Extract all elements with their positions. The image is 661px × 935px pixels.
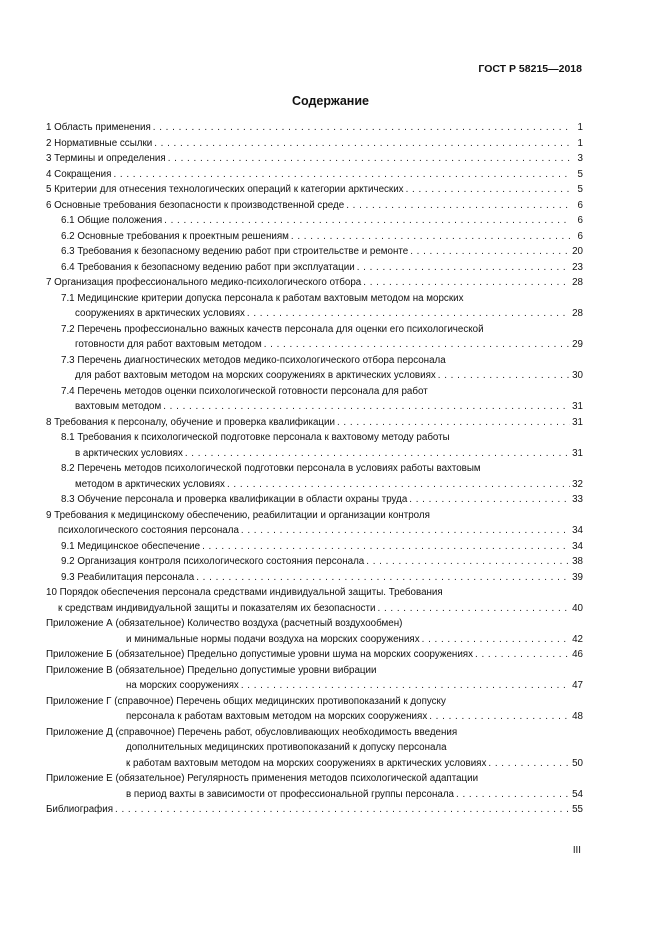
- toc-entry[interactable]: [46, 120, 583, 136]
- toc-entry-text: 9.3 Реабилитация персонала: [61, 571, 195, 583]
- toc-entry[interactable]: [46, 539, 583, 555]
- dot-leader: [153, 120, 571, 130]
- toc-entry-text: в период вахты в зависимости от профессиональной группы персонала: [126, 788, 455, 800]
- dot-leader: [247, 306, 570, 316]
- toc-entry-text: Приложение Б (обязательное) Предельно допустимые уровни шума на морских сооружениях: [46, 649, 473, 660]
- toc-page-number: 39: [572, 571, 583, 583]
- toc-entry-text: для работ вахтовым методом на морских сооружениях в арктических условиях: [75, 370, 436, 381]
- toc-page-number: 5: [577, 168, 583, 180]
- toc-entry[interactable]: [46, 213, 583, 229]
- page-number: III: [572, 845, 581, 856]
- toc-entry-text: 4 Сокращения: [46, 168, 112, 180]
- toc-entry-text: психологического состояния персонала: [58, 525, 239, 536]
- toc-entry-text: 6.3 Требования к безопасному ведению работ при строительстве и ремонте: [61, 246, 409, 257]
- dot-leader: [429, 709, 570, 719]
- toc-entry[interactable]: [46, 322, 583, 353]
- dot-leader: [410, 244, 570, 254]
- toc-page-number: 31: [572, 447, 583, 459]
- toc-entry[interactable]: [46, 291, 583, 322]
- toc-page-number: 34: [572, 525, 583, 536]
- toc-page-number: 3: [577, 153, 583, 164]
- toc-entry-text: 9 Требования к медицинскому обеспечению, реабилитации и организации контроля: [46, 509, 430, 521]
- toc-entry-text: 8.2 Перечень методов психологической подготовки персонала в условиях работы вахтовым: [61, 463, 481, 474]
- toc-page-number: 6: [577, 230, 583, 242]
- dot-leader: [113, 167, 571, 177]
- toc-entry-text: на морских сооружениях: [126, 680, 239, 691]
- dot-leader: [406, 182, 571, 192]
- dot-leader: [438, 368, 570, 378]
- toc-entry-text: персонала к работам вахтовым методом на морских сооружениях: [126, 711, 428, 722]
- toc-page-number: 46: [572, 649, 583, 660]
- toc-page-number: 34: [572, 540, 583, 552]
- toc-entry[interactable]: [46, 260, 583, 276]
- toc-page-number: 42: [572, 633, 583, 645]
- toc-entry[interactable]: [46, 136, 583, 152]
- toc-entry[interactable]: [46, 508, 583, 539]
- dot-leader: [115, 802, 570, 812]
- toc-page-number: 31: [572, 416, 583, 428]
- toc-entry-text: готовности для работ вахтовым методом: [75, 339, 262, 350]
- page-title: Содержание: [291, 94, 369, 108]
- toc-entry[interactable]: [46, 663, 583, 694]
- toc-entry-text: Приложение А (обязательное) Количество воздуха (расчетный воздухообмен): [46, 618, 403, 629]
- dot-leader: [357, 260, 570, 270]
- toc-page-number: 47: [572, 680, 583, 691]
- toc-entry[interactable]: [46, 244, 583, 260]
- dot-leader: [241, 678, 570, 688]
- toc-entry-text: 5 Критерии для отнесения технологических операций к категории арктических: [46, 184, 404, 195]
- toc-entry[interactable]: [46, 585, 583, 616]
- dot-leader: [196, 570, 570, 580]
- toc-entry-text: 1 Область применения: [46, 122, 151, 133]
- toc-entry[interactable]: [46, 647, 583, 663]
- toc-entry-text: Приложение В (обязательное) Предельно допустимые уровни вибрации: [46, 664, 377, 676]
- toc-page-number: 29: [572, 339, 583, 350]
- toc-page-number: 1: [577, 122, 583, 133]
- toc-entry[interactable]: [46, 492, 583, 508]
- toc-entry-text: 7.2 Перечень профессионально важных качеств персонала для оценки его психологической: [61, 323, 484, 335]
- dot-leader: [227, 477, 570, 487]
- toc-entry-text: к работам вахтовым методом на морских сооружениях в арктических условиях: [126, 757, 487, 769]
- toc-page-number: 50: [572, 757, 583, 769]
- toc-page-number: 48: [572, 711, 583, 722]
- toc-page-number: 32: [572, 478, 583, 490]
- toc-page-number: 28: [572, 308, 583, 319]
- toc-page-number: 31: [572, 401, 583, 412]
- toc-entry[interactable]: [46, 725, 583, 772]
- dot-leader: [378, 601, 571, 611]
- dot-leader: [337, 415, 570, 425]
- toc-entry-text: 10 Порядок обеспечения персонала средствами индивидуальной защиты. Требования: [46, 587, 443, 598]
- toc-entry[interactable]: [46, 167, 583, 183]
- toc-entry[interactable]: [46, 151, 583, 167]
- toc-page-number: 28: [572, 277, 583, 288]
- toc-entry-text: 9.1 Медицинское обеспечение: [61, 540, 201, 552]
- toc-entry-text: к средствам индивидуальной защиты и показателям их безопасности: [58, 602, 376, 614]
- toc-entry[interactable]: [46, 384, 583, 415]
- toc-entry-text: и минимальные нормы подачи воздуха на морских сооружениях: [126, 633, 420, 645]
- dot-leader: [163, 399, 570, 409]
- toc-entry-text: 7.3 Перечень диагностических методов медико-психологического отбора персонала: [61, 354, 446, 366]
- toc-entry-text: 7 Организация профессионального медико-психологического отбора: [46, 277, 362, 288]
- toc-entry-text: Библиография: [46, 804, 114, 815]
- dot-leader: [346, 198, 571, 208]
- toc-entry-text: 6.1 Общие положения: [61, 215, 163, 226]
- toc-entry[interactable]: [46, 229, 583, 245]
- dot-leader: [409, 492, 570, 502]
- toc-entry-text: 8.3 Обучение персонала и проверка квалификации в области охраны труда: [61, 494, 408, 505]
- toc-entry[interactable]: [46, 694, 583, 725]
- dot-leader: [291, 229, 571, 239]
- dot-leader: [366, 554, 570, 564]
- toc-entry[interactable]: [46, 275, 583, 291]
- dot-leader: [488, 756, 570, 766]
- toc-entry[interactable]: [46, 198, 583, 214]
- toc-entry-text: Приложение Е (обязательное) Регулярность применения методов психологической адаптации: [46, 773, 479, 784]
- dot-leader: [202, 539, 570, 549]
- toc-entry[interactable]: [46, 771, 583, 802]
- toc-entry[interactable]: [46, 415, 583, 431]
- dot-leader: [456, 787, 570, 797]
- toc-entry-text: Приложение Д (справочное) Перечень работ, обусловливающих необходимость введения: [46, 726, 458, 738]
- dot-leader: [164, 213, 571, 223]
- toc-entry-text: 7.1 Медицинские критерии допуска персонала к работам вахтовым методом на морских: [61, 292, 464, 304]
- toc-entry[interactable]: [46, 554, 583, 570]
- toc-page-number: 1: [577, 137, 583, 149]
- toc-page-number: 54: [572, 788, 583, 800]
- toc-entry-text: 9.2 Организация контроля психологического состояния персонала: [61, 556, 365, 567]
- toc-entry-text: 6.2 Основные требования к проектным решениям: [61, 230, 289, 242]
- dot-leader: [422, 632, 570, 642]
- dot-leader: [154, 136, 571, 146]
- standard-designation: ГОСТ Р 58215—2018: [478, 63, 582, 75]
- toc-entry-text: 3 Термины и определения: [46, 153, 166, 164]
- toc-entry[interactable]: [46, 461, 583, 492]
- dot-leader: [168, 151, 571, 161]
- toc-entry[interactable]: [46, 353, 583, 384]
- toc-entry-text: дополнительных медицинских противопоказаний к допуску персонала: [126, 742, 447, 753]
- toc-page-number: 38: [572, 556, 583, 567]
- toc-page-number: 20: [572, 246, 583, 257]
- toc-page-number: 6: [577, 199, 583, 211]
- toc-entry[interactable]: [46, 570, 583, 586]
- toc-entry-text: вахтовым методом: [75, 401, 162, 412]
- toc-entry-text: 8.1 Требования к психологической подготовке персонала к вахтовому методу работы: [61, 432, 450, 443]
- table-of-contents: [46, 120, 583, 818]
- toc-entry-text: в арктических условиях: [75, 447, 183, 459]
- dot-leader: [241, 523, 570, 533]
- toc-page-number: 30: [572, 370, 583, 381]
- dot-leader: [363, 275, 570, 285]
- toc-page-number: 6: [577, 215, 583, 226]
- toc-page-number: 33: [572, 494, 583, 505]
- toc-page-number: 5: [577, 184, 583, 195]
- dot-leader: [264, 337, 570, 347]
- toc-entry[interactable]: [46, 182, 583, 198]
- toc-entry-text: 8 Требования к персоналу, обучение и проверка квалификации: [46, 416, 335, 428]
- toc-entry-text: 6.4 Требования к безопасному ведению работ при эксплуатации: [61, 261, 355, 273]
- toc-entry[interactable]: [46, 616, 583, 647]
- toc-entry-text: методом в арктических условиях: [75, 478, 225, 490]
- toc-entry-text: 7.4 Перечень методов оценки психологической готовности персонала для работ: [61, 385, 428, 397]
- toc-entry-text: 2 Нормативные ссылки: [46, 137, 153, 149]
- toc-entry-text: Приложение Г (справочное) Перечень общих медицинских противопоказаний к допуску: [46, 695, 446, 707]
- toc-entry-text: 6 Основные требования безопасности к производственной среде: [46, 199, 345, 211]
- toc-page-number: 23: [572, 261, 583, 273]
- toc-entry[interactable]: [46, 430, 583, 461]
- dot-leader: [185, 446, 570, 456]
- toc-entry-text: сооружениях в арктических условиях: [75, 308, 245, 319]
- toc-page-number: 55: [572, 804, 583, 815]
- dot-leader: [475, 647, 570, 657]
- toc-page-number: 40: [572, 602, 583, 614]
- toc-entry[interactable]: [46, 802, 583, 818]
